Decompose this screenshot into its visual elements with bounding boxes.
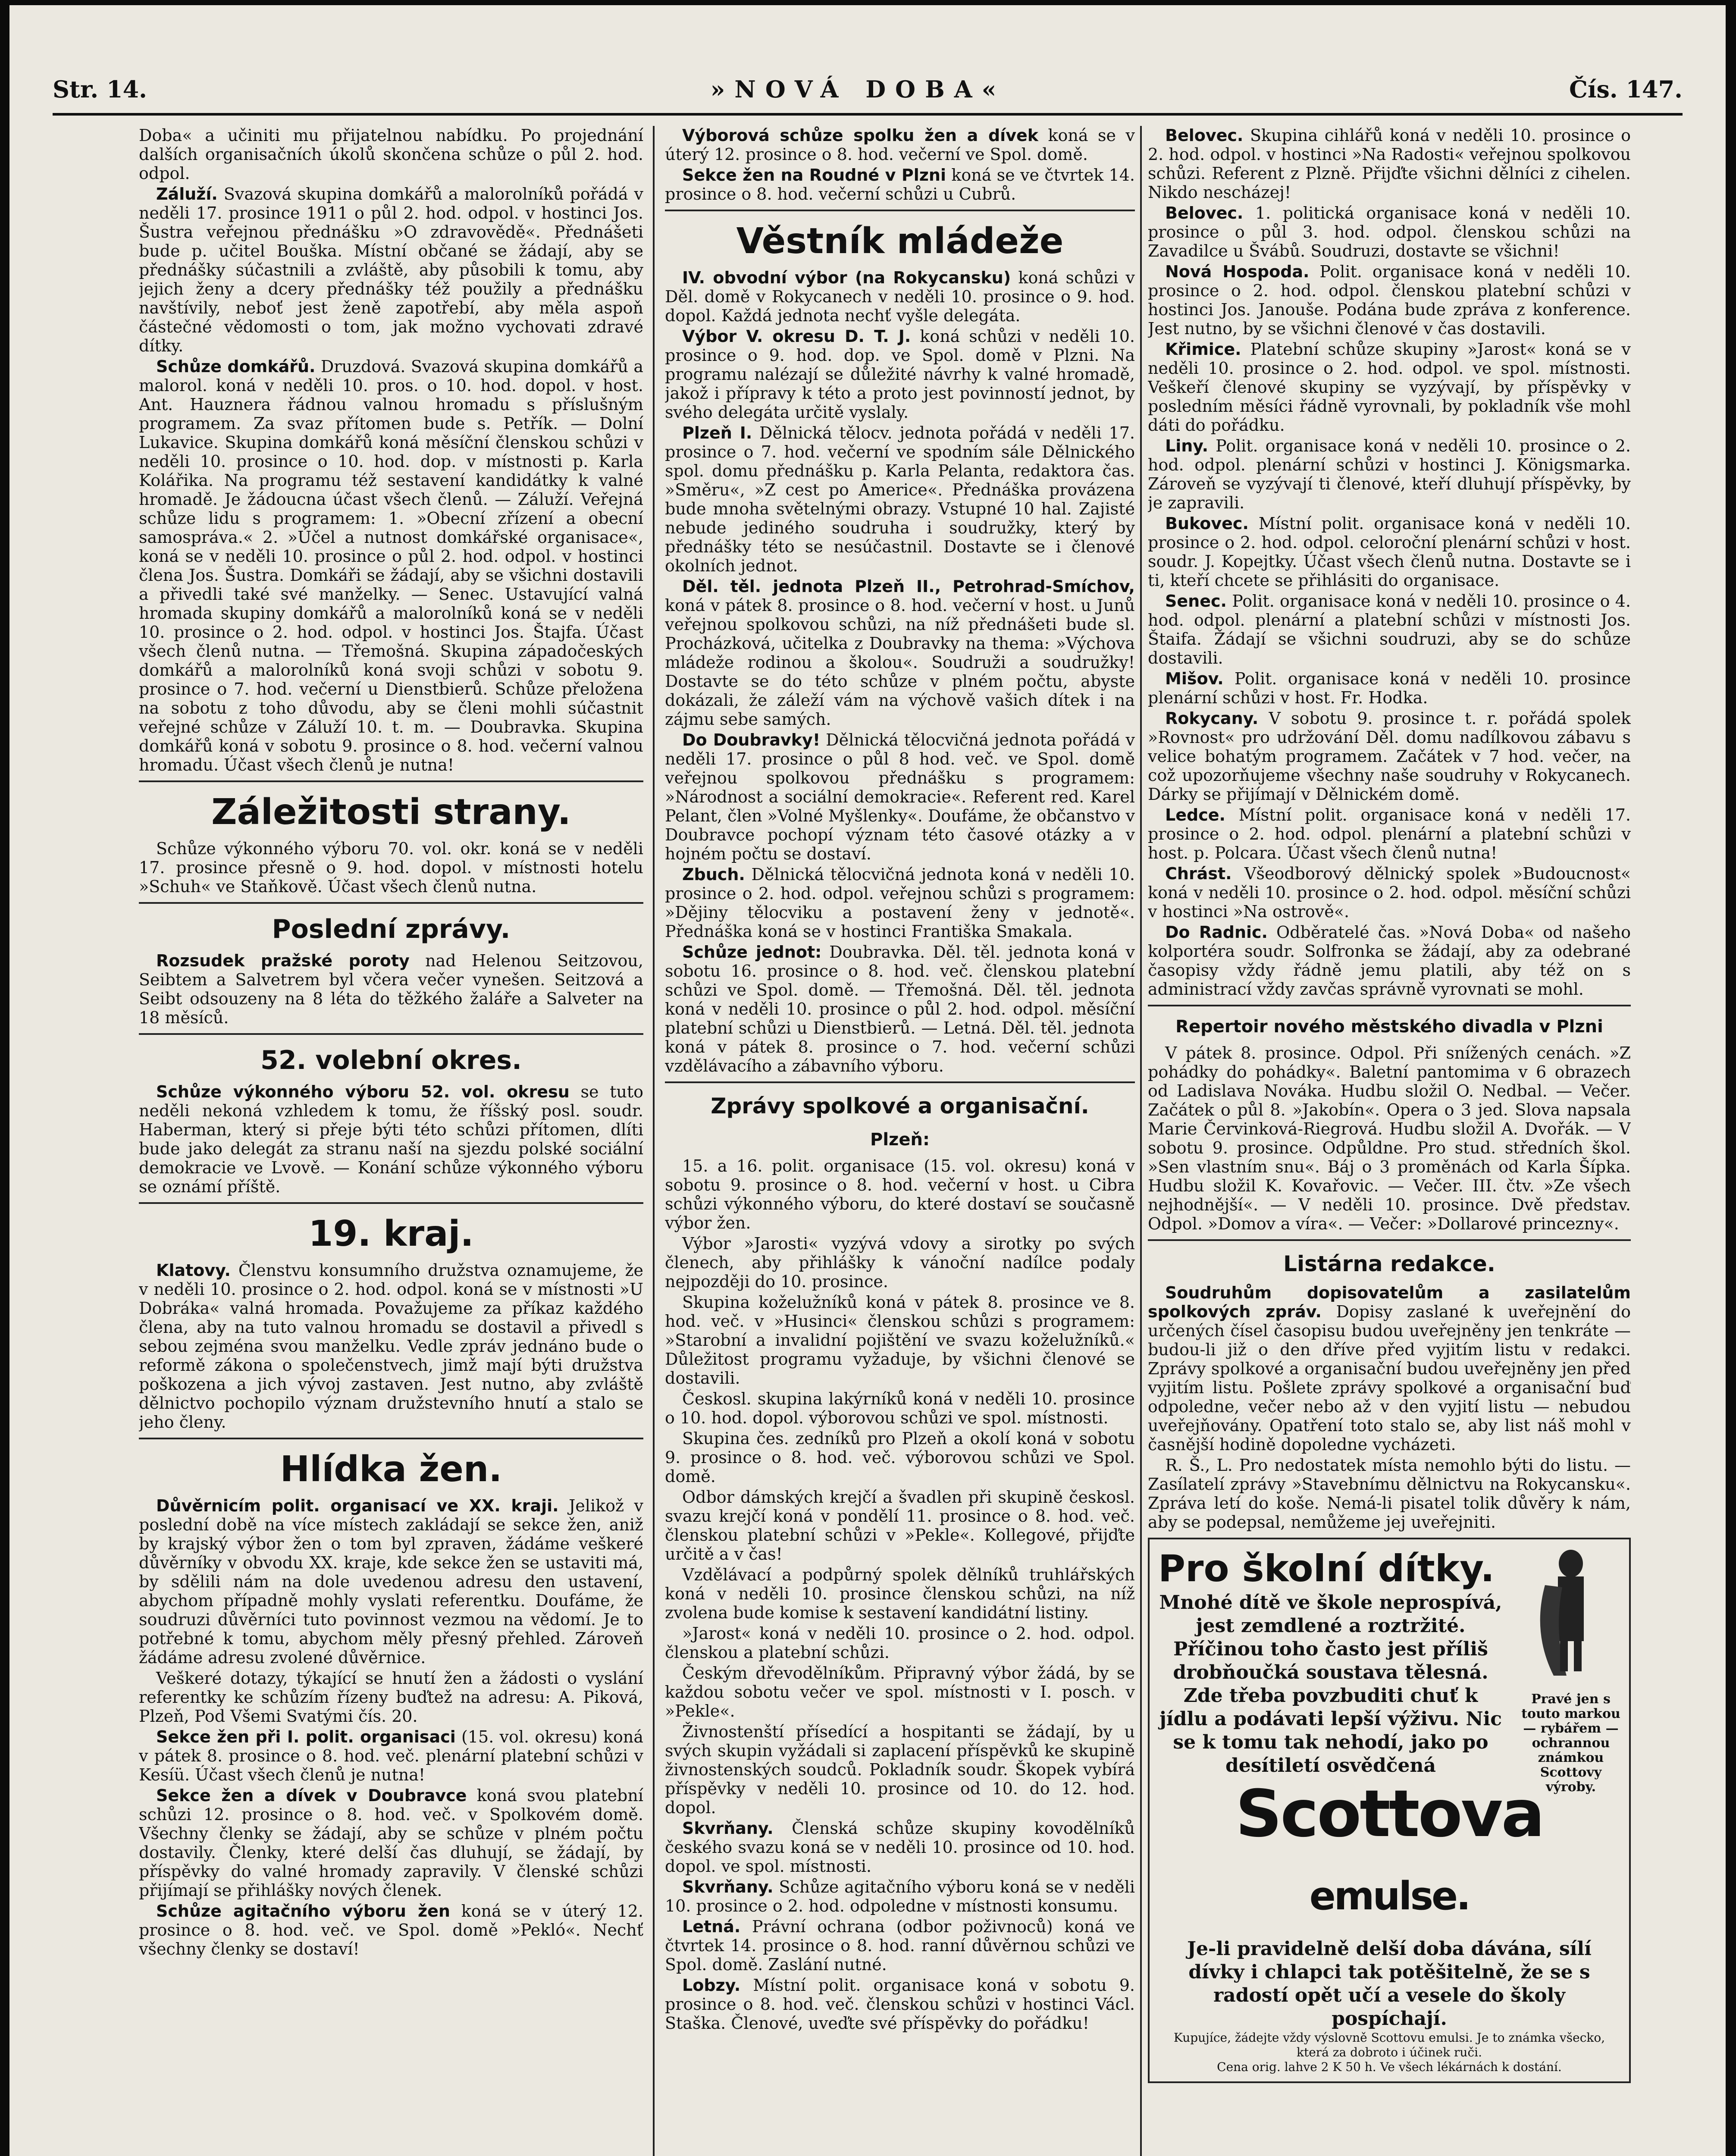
paragraph-text: Druzdová. Svazová skupina domkářů a malorol. koná v neděli 10. pros. o 10. hod. dopol. v host. Ant. Hauznera řádnou valnou hromadu s příslušným programem. Za svaz přítomen bude s. Petřík. — Dolní Lukavice. Skupina domkářů koná měsíční členskou schůzi v neděli 10. prosince o 10. hod. dop. v místnosti p. Karla Kolářika. Na programu též sestavení kandidátky k valné hromadě. Je žádoucna účast všech členů. — Záluží. Veřejná schůze lidu s programem: 1. »Obecní zřízení a obecní samospráva.« 2. »Účel a nutnost domkářské organisace«, koná se v neděli 10. prosince o půl 2. hod. odpol. v hostinci člena Jos. Šustra. Domkáři se žádají, aby se všichni dostavili a přivedli také své manželky. — Senec. Ustavující valná hromada skupiny domkářů a malorolníků koná se v neděli 10. prosince o 2. hod. odpol. v hostinci Jos. Štajfa. Účast všech členů nutna. — Třemošná. Skupina západočeských domkářů a malorolníků koná svoji schůzi v sobotu 9. prosince o 7. hod. večerní u Dienstbierů. Schůze přeložena na sobotu z toho důvodu, aby se členi mohli súčastnit veřejné schůze v Záluží 10. t. m. — Doubravka. Skupina domkářů koná v sobotu 9. prosince o 8. hod. večerní valnou hromadu. Účast všech členů je nutna! bbox=[139, 357, 643, 774]
paragraph bbox=[665, 577, 1135, 729]
paragraph-heading: Klatovy. bbox=[156, 1261, 231, 1280]
paragraph: Českosl. skupina lakýrníků koná v neděli 10. prosince o 10. hod. dopol. výborovou schůzi ve spol. místnosti. bbox=[665, 1389, 1135, 1427]
paragraph-text: Platební schůze skupiny »Jarost« koná se v neděli 10. prosince o 2. hod. odpol. ve spol. místnosti. Veškeří členové skupiny se vyzývají, by příspěvky v posledním měsíci řádně vyrovnali, by pokladník vše mohl dáti do pořádku. bbox=[1148, 340, 1631, 435]
column-3 bbox=[1148, 126, 1631, 2156]
paragraph-text: Polit. organisace koná v neděli 10. prosince o 4. hod. odpol. plenární a platební schůzi v místnosti Jos. Štaifa. Žádají se všichni soudruzi, aby se do schůze dostavili. bbox=[1148, 592, 1631, 667]
paragraph bbox=[665, 1917, 1135, 1974]
paragraph bbox=[1148, 262, 1631, 338]
paragraph bbox=[1148, 126, 1631, 202]
paragraph-text: Místní polit. organisace koná v sobotu 9. prosince o 8. hod. več. členskou schůzi v hostinci Václ. Staška. Členové, uveďte své příspěvky do pořádku! bbox=[665, 1976, 1135, 2033]
paragraph bbox=[139, 951, 643, 1027]
brand-product: emulse. bbox=[1309, 1874, 1470, 1919]
paragraph: V pátek 8. prosince. Odpol. Při snížených cenách. »Z pohádky do pohádky«. Baletní pantomima v 6 obrazech od Ladislava Nováka. Hudbu složil O. Nedbal. — Večer. Začátek o půl 8. »Jakobín«. Opera o 3 jed. Slova napsala Marie Červinková-Riegrová. Hudbu složil A. Dvořák. — V sobotu 9. prosince. Odpůldne. Pro stud. středních škol. »Sen vlastním snu«. Báj o 3 proměnách od Karla Šípka. Hudbu složil K. Kovařovic. — Večer. III. čtv. »Ze všech nejhodnější«. — V neděli 10. prosince. Dvě představ. Odpol. »Domov a víra«. — Večer: »Dollarové princezny«. bbox=[1148, 1044, 1631, 1233]
paragraph: »Jarost« koná v neděli 10. prosince o 2. hod. odpol. členskou a platební schůzi. bbox=[665, 1624, 1135, 1662]
paragraph bbox=[1148, 204, 1631, 260]
paragraph bbox=[1148, 514, 1631, 590]
paragraph bbox=[1148, 923, 1631, 999]
column-divider bbox=[653, 126, 655, 2156]
column-1 bbox=[139, 126, 643, 2156]
paragraph-heading: Ledce. bbox=[1165, 805, 1225, 824]
paragraph-text: Polit. organisace koná v neděli 10. prosince o 2. hod. odpol. členskou platební schůzi v hostinci Jos. Janouše. Podána bude zpráva z konference. Jest nutno, by se všichni členové v čas dostavili. bbox=[1148, 262, 1631, 338]
paragraph bbox=[1148, 340, 1631, 435]
paragraph: Skupina koželužníků koná v pátek 8. prosince ve 8. hod. več. v »Husinci« členskou schůzi s programem: »Starobní a invalidní pojištění ve svazu koželužníků.« Důležitost programu vyžaduje, by všichni členové se dostavili. bbox=[665, 1293, 1135, 1388]
paragraph-heading: Nová Hospoda. bbox=[1165, 262, 1310, 281]
paragraph bbox=[665, 1877, 1135, 1915]
paragraph-heading: Sekce žen při I. polit. organisaci bbox=[156, 1727, 456, 1746]
paragraph-text: Dopisy zaslané k uveřejnění do určených čísel časopisu budou uveřejněny jen tenkráte — budou-li již o den dříve před vyjitím listu v redakci. Zprávy spolkové a organisační budou uveřejněny jen před vyjitím listu. Pošlete zprávy spolkové a organisační buď odpoledne, večer nebo až v den vyjití listu — nebudou uveřejňovány. Opatření toto stalo se, aby list náš mohl v časnější hodině dopoledne vycházeti. bbox=[1148, 1302, 1631, 1454]
ad-footer: Je-li pravidelně delší doba dávána, sílí dívky i chlapci tak potěšitelně, že se s radostí opět učí a vesele do školy pospíchají. bbox=[1187, 1938, 1592, 2030]
paragraph-heading: Do Doubravky! bbox=[682, 730, 821, 749]
paragraph bbox=[1148, 709, 1631, 804]
ad-brand bbox=[1158, 1777, 1620, 1933]
section-title: 52. volební okres. bbox=[260, 1045, 522, 1075]
ad-headline: Pro školní dítky. bbox=[1158, 1547, 1495, 1590]
section-title: Věstník mládeže bbox=[736, 221, 1064, 262]
page-header bbox=[53, 70, 1683, 109]
paragraph-heading: Belovec. bbox=[1165, 204, 1244, 222]
paragraph: R. Š., L. Pro nedostatek místa nemohlo býti do listu. — Zasílatelí zprávy »Stavebnímu dělnictvu na Rokycansku«. Zpráva letí do koše. Nemá-li pisatel tolik důvěry k nám, aby se podepsal, nemůžeme jej uveřejniti. bbox=[1148, 1456, 1631, 1532]
section-rule bbox=[139, 780, 643, 782]
paragraph-text: nad Helenou Seitzovou, Seibtem a Salvetrem byl včera večer vynešen. Seitzová a Seibt odsouzeny na 8 léta do těžkého žaláře a Salveter na 18 měsíců. bbox=[139, 951, 643, 1027]
section-rule bbox=[139, 1033, 643, 1035]
paragraph-heading: Rokycany. bbox=[1165, 709, 1259, 728]
paragraph-text: Členstvu konsumního družstva oznamujeme, že v neděli 10. prosince o 2. hod. odpol. koná se v místnosti »U Dobráka« valná hromada. Považujeme za příkaz každého člena, aby na tuto valnou hromadu se dostavil a přivedl s sebou zejména svou manželku. Vedle zpráv jednáno bude o reformě zákona o společenstvech, jimž mají býti družstva poškozena a jich vývoj zastaven. Jest nutno, aby zvláště dělnictvo pochopilo význam družstevního hnutí a stalo se jeho členy. bbox=[139, 1261, 643, 1432]
paragraph-heading: Letná. bbox=[682, 1917, 741, 1936]
paragraph bbox=[665, 1819, 1135, 1876]
paragraph-heading: Výbor V. okresu D. T. J. bbox=[682, 327, 911, 346]
section-rule bbox=[1148, 1239, 1631, 1241]
paragraph-text: Místní polit. organisace koná v neděli 10. prosince o 2. hod. odpol. celoroční plenární schůzi v host. soudr. J. Kopejtky. Účast všech členů nutna. Dostavte se i ti, kteří chcete se přihlásiti do organisace. bbox=[1148, 514, 1631, 590]
scotts-emulsion-ad bbox=[1148, 1538, 1631, 2083]
paragraph: Českým dřevodělníkům. Připravný výbor žádá, by se každou sobotu večer ve spol. místnosti v I. posch. v »Pekle«. bbox=[665, 1664, 1135, 1720]
paragraph bbox=[665, 865, 1135, 941]
paragraph-heading: Důvěrnicím polit. organisací ve XX. kraji. bbox=[156, 1496, 559, 1515]
paragraph-text: Místní polit. organisace koná v neděli 17. prosince o 2. hod. odpol. plenární a platební schůzi v host. p. Polcara. Účast všech členů nutna! bbox=[1148, 805, 1631, 862]
paragraph-text: Schůze agitačního výboru koná se v neděli 10. prosince o 2. hod. odpoledne v místnosti konsumu. bbox=[665, 1877, 1135, 1915]
header-rule bbox=[53, 113, 1683, 116]
paragraph-text: Členská schůze skupiny kovodělníků českého svazu koná se v neděli 10. prosince od 10. hod. dopol. ve spol. místnosti. bbox=[665, 1819, 1135, 1876]
paragraph: Odbor dámských krejčí a švadlen při skupině českosl. svazu krejčí koná v pondělí 11. prosince o 8. hod. več. členskou platební schůzi v »Pekle«. Kollegové, přijďte určitě a v čas! bbox=[665, 1488, 1135, 1564]
paragraph-heading: Rozsudek pražské poroty bbox=[156, 951, 410, 970]
paragraph-heading: Zbuch. bbox=[682, 865, 745, 884]
section-title: Hlídka žen. bbox=[280, 1449, 502, 1490]
section-rule bbox=[1148, 1005, 1631, 1006]
section-rule bbox=[139, 1438, 643, 1439]
paragraph-text: koná schůzi v neděli 10. prosince o 9. hod. dop. ve Spol. domě v Plzni. Na programu nalézají se důležité návrhy k valné hromadě, jakož i přípravy k této a proto jest povinností jednot, by svého delegáta určitě vyslaly. bbox=[665, 327, 1135, 422]
paragraph-text: koná se v úterý 12. prosince o 8. hod. večerní ve Spol. domě. bbox=[665, 126, 1135, 164]
paragraph-heading: Belovec. bbox=[1165, 126, 1244, 145]
section-title: Listárna redakce. bbox=[1283, 1251, 1495, 1276]
paragraph: Schůze výkonného výboru 70. vol. okr. koná se v neděli 17. prosince přesně o 9. hod. dopol. v místnosti hotelu »Schuh« ve Staňkově. Účast všech členů nutna. bbox=[139, 839, 643, 896]
paragraph: Veškeré dotazy, týkající se hnutí žen a žádosti o vyslání referentky ke schůzím řízeny buďtež na adresu: A. Piková, Plzeň, Pod Všemi Svatými čís. 20. bbox=[139, 1669, 643, 1726]
issue-number: Čís. 147. bbox=[1569, 75, 1683, 103]
paragraph-heading: Schůze domkářů. bbox=[156, 357, 316, 376]
paragraph-heading: Křimice. bbox=[1165, 340, 1241, 359]
paragraph bbox=[139, 1786, 643, 1900]
paragraph-heading: Skvrňany. bbox=[682, 1877, 774, 1896]
paragraph-text: Dělnická tělocvičná jednota koná v neděli 10. prosince o 2. hod. odpol. veřejnou schůzi s programem: »Dějiny tělocviku a postavení ženy v jednotě«. Přednáška koná se v hostinci Františka Smakala. bbox=[665, 865, 1135, 941]
paragraph bbox=[665, 943, 1135, 1075]
paragraph-text: koná se ve čtvrtek 14. prosince o 8. hod. večerní schůzi u Cubrů. bbox=[665, 166, 1135, 204]
paragraph-heading: Výborová schůze spolku žen a dívek bbox=[682, 126, 1039, 145]
paragraph-heading: Bukovec. bbox=[1165, 514, 1249, 533]
paragraph-heading: Sekce žen a dívek v Doubravce bbox=[156, 1786, 467, 1805]
ad-note: Kupujíce, žádejte vždy výslovně Scottovu emulsi. Je to známka všecko, která za dobroto i účinek ruči. bbox=[1173, 2031, 1605, 2059]
paragraph bbox=[1148, 592, 1631, 667]
paragraph-text: Právní ochrana (odbor poživnoců) koná ve čtvrtek 14. prosince o 8. hod. ranní důvěrnou schůzi ve Spol. domě. Zaslání nutné. bbox=[665, 1917, 1135, 1974]
paragraph-text: Odběratelé čas. »Nová Doba« od našeho kolportéra soudr. Solfronka se žádají, aby za odebrané časopisy vždy řádně jemu platili, aby též on s administrací vždy zavčas správně vyrovnati se mohl. bbox=[1148, 923, 1631, 999]
section-title: Poslední zprávy. bbox=[272, 914, 511, 944]
paragraph-text: Polit. organisace koná v neděli 10. prosince o 2. hod. odpol. plenární schůzi v hostinci J. Königsmarka. Zároveň se vyzývají ti členové, kteří dluhují příspěvky, by je zapravili. bbox=[1148, 436, 1631, 512]
paragraph-text: (15. vol. okresu) koná v pátek 8. prosince o 8. hod. več. plenární platební schůzi v Kesíü. Účast všech členů je nutna! bbox=[139, 1727, 643, 1784]
paragraph-text: V sobotu 9. prosince t. r. pořádá spolek »Rovnost« pro udržování Děl. domu nadílkovou zábavu s velice bohatým programem. Začátek v 7 hod. večer, na což upozorňujeme všechny naše soudruhy v Rokycanech. Dárky se přijímají v Dělnickém domě. bbox=[1148, 709, 1631, 804]
page-number: Str. 14. bbox=[53, 75, 147, 103]
section-rule bbox=[665, 210, 1135, 211]
section-title: 19. kraj. bbox=[308, 1213, 474, 1254]
paragraph-heading: Schůze jednot: bbox=[682, 943, 822, 962]
paragraph: Doba« a učiniti mu přijatelnou nabídku. Po projednání dalších organisačních úkolů skončena schůze o půl 2. hod. odpol. bbox=[139, 126, 643, 183]
paragraph bbox=[139, 357, 643, 774]
paragraph bbox=[665, 268, 1135, 325]
paragraph-heading: Plzeň I. bbox=[682, 423, 752, 442]
paragraph-text: 1. politická organisace koná v neděli 10. prosince o půl 3. hod. odpol. členskou schůzi na Zavadilce u Švábů. Soudruzi, dostavte se všichni! bbox=[1148, 204, 1631, 260]
fisherman-icon bbox=[1528, 1546, 1614, 1689]
paragraph-text: koná se v úterý 12. prosince o 8. hod. več. ve Spol. domě »Pekló«. Nechť všechny členky se dostaví! bbox=[139, 1902, 643, 1959]
paragraph bbox=[665, 423, 1135, 575]
brand-name: Scottova bbox=[1235, 1777, 1543, 1852]
paragraph-heading: Sekce žen na Roudné v Plzni bbox=[682, 166, 946, 185]
paragraph-heading: IV. obvodní výbor (na Rokycansku) bbox=[682, 268, 1011, 287]
paragraph-text: Dělnická tělocv. jednota pořádá v neděli 17. prosince o 7. hod. večerní ve spodním sále Dělnického spol. domu přednášku p. Karla Pelanta, redaktora čas. »Směru«, »Z cest po Americe«. Přednáška provázena bude mnoha světelnými obrazy. Vstupné 10 hal. Zajisté nebude jediného soudruha i soudružky, který by přednášky této se nesúčastnil. Dostavte se i členové okolních jednot. bbox=[665, 423, 1135, 575]
section-rule bbox=[139, 1202, 643, 1204]
section-title: Zprávy spolkové a organisační. bbox=[711, 1094, 1089, 1119]
paragraph-text: Jelikož v poslední době na více místech zakládají se sekce žen, aniž by krajský výbor žen o tom byl zpraven, žádáme veškeré důvěrníky v obvodu XX. kraje, kde sekce žen se ustaviti má, by sdělili nám na dole uvedenou adresu den ustavení, abychom případně mohly vyslati referentku. Doufáme, že soudruzi důvěrníci tuto povinnost vezmou na vědomí. Je to potřebné k tomu, abychom měly přesný přehled. Zároveň žádáme adresu zvolené důvěrnice. bbox=[139, 1496, 643, 1667]
paragraph bbox=[1148, 1283, 1631, 1454]
ad-body: Mnohé dítě ve škole neprospívá, jest zemdlené a roztržité. Příčinou toho často jest příliš drobňoučká soustava tělesná. Zde třeba povzbuditi chuť k jídlu a podávati lepší výživu. Nic se k tomu tak nehodí, jako po desítiletí osvědčená bbox=[1159, 1592, 1502, 1777]
paragraph-text: Skupina cihlářů koná v neděli 10. prosince o 2. hod. odpol. v hostinci »Na Radosti« veřejnou spolkovou schůzi. Referent z Plzně. Přijďte všichni dělníci z cihelen. Nikdo nescházej! bbox=[1148, 126, 1631, 202]
paragraph-heading: Záluží. bbox=[156, 185, 218, 204]
fisherman-trademark bbox=[1521, 1546, 1620, 1795]
paragraph-heading: Lobzy. bbox=[682, 1976, 741, 1995]
paragraph: Vzdělávací a podpůrný spolek dělníků truhlářských koná v neděli 10. prosince členskou schůzi, na níž zvolena bude komise k sestavení kandidátní listiny. bbox=[665, 1565, 1135, 1622]
paragraph: Živnostenští přísedící a hospitanti se žádají, by u svých skupin vyžádali si zaplacení příspěvků ke skupině živnostenských soudců. Pokladník soudr. Škopek vybírá příspěvky v neděli 10. prosince od 10. do 12. hod. dopol. bbox=[665, 1722, 1135, 1817]
paragraph-text: Polit. organisace koná v neděli 10. prosince plenární schůzi v host. Fr. Hodka. bbox=[1148, 669, 1631, 707]
paragraph bbox=[139, 1902, 643, 1959]
paragraph bbox=[1148, 669, 1631, 707]
paragraph bbox=[665, 730, 1135, 863]
section-title: Repertoir nového městského divadla v Plzni bbox=[1175, 1017, 1603, 1037]
paragraph-heading: Děl. těl. jednota Plzeň II., Petrohrad-Smíchov, bbox=[682, 577, 1135, 596]
paragraph-heading: Mišov. bbox=[1165, 669, 1224, 688]
paragraph-text: Všeodborový dělnický spolek »Budoucnost« koná v neděli 10. prosince o 2. hod. odpol. měsíční schůzi v hostinci »Na ostrově«. bbox=[1148, 864, 1631, 921]
paragraph bbox=[139, 185, 643, 355]
paragraph-heading: Do Radnic. bbox=[1165, 923, 1268, 942]
paragraph-text: koná v pátek 8. prosince o 8. hod. večerní v host. u Junů veřejnou spolkovou schůzi, na níž přednášeti bude sl. Procházková, učitelka z Doubravky na thema: »Výchova mládeže rodinou a školou«. Soudruži a soudružky! Dostavte se do této schůze v plném počtu, abyste dokázali, že záleží vám na výchově vašich dítek i na zájmu sebe samých. bbox=[665, 596, 1135, 729]
paragraph-text: Svazová skupina domkářů a malorolníků pořádá v neděli 17. prosince 1911 o půl 2. hod. odpol. v hostinci Jos. Šustra veřejnou přednášku »O zdravovědě«. Přednášeti bude p. učitel Bouška. Místní občané se žádají, aby se přednášky súčastnili a zvláště, aby působili k tomu, aby jejich ženy a dcery přednášky též použily a přednášku navštívily, neboť jest ženě zapotřebí, aby měla aspoň částečné vědomosti o tom, jak možno vychovati zdravé dítky. bbox=[139, 185, 643, 355]
paragraph-text: koná svou platební schůzi 12. prosince o 8. hod. več. v Spolkovém domě. Všechny členky se žádají, aby se schůze v plném počtu dostavily. Členky, které delší čas dluhují, se žádají, by příspěvky do valné hromady zapravily. V členské schůzi přijímají se přihlášky nových členek. bbox=[139, 1786, 643, 1900]
paragraph-heading: Skvrňany. bbox=[682, 1819, 774, 1838]
paragraph bbox=[139, 1261, 643, 1432]
section-rule bbox=[139, 902, 643, 904]
ad-price: Cena orig. lahve 2 K 50 h. Ve všech lékárnách k dostání. bbox=[1217, 2060, 1562, 2074]
paragraph bbox=[1148, 805, 1631, 862]
paragraph-text: Dělnická tělocvičná jednota pořádá v neděli 17. prosince o půl 8 hod. več. ve Spol. domě veřejnou spolkovou přednášku s programem: »Národnost a sociální demokracie«. Referent red. Karel Pelant, člen »Volné Myšlenky«. Doufáme, že občanstvo v Doubravce pochopí význam této časové otázky a v hojném počtu se dostaví. bbox=[665, 730, 1135, 863]
paragraph-text: Doubravka. Děl. těl. jednota koná v sobotu 16. prosince o 8. hod. več. členskou platební schůzi ve Spol. domě. — Třemošná. Děl. těl. jednota koná v neděli 10. prosince o půl 2. hod. odpol. měsíční platební schůzi u Dienstbierů. — Letná. Děl. těl. jednota koná v pátek 8. prosince o 7. hod. večerní schůzi vzdělávacího a zábavního výboru. bbox=[665, 943, 1135, 1075]
paragraph-heading: Chrást. bbox=[1165, 864, 1232, 883]
paragraph-text: se tuto neděli nekoná vzhledem k tomu, že říšský posl. soudr. Haberman, který si přeje býti této schůzi přítomen, dlíti bude jako delegát za stranu naší na sjezdu polské sociální demokracie ve Lvově. — Konání schůze výkonného výboru se oznámí příště. bbox=[139, 1082, 643, 1196]
paragraph bbox=[1148, 436, 1631, 512]
paragraph bbox=[139, 1496, 643, 1667]
paragraph bbox=[139, 1727, 643, 1784]
section-title: Záležitosti strany. bbox=[211, 792, 571, 833]
section-rule bbox=[665, 1081, 1135, 1083]
paragraph: Skupina čes. zedníků pro Plzeň a okolí koná v sobotu 9. prosince o 8. hod. več. výborovou schůzi ve Spol. domě. bbox=[665, 1429, 1135, 1486]
paragraph bbox=[1148, 864, 1631, 921]
paragraph bbox=[665, 126, 1135, 164]
paragraph bbox=[665, 166, 1135, 204]
paragraph: 15. a 16. polit. organisace (15. vol. okresu) koná v sobotu 9. prosince o 8. hod. večerní v host. u Cibra schůzi výkonného výboru, do které dostaví se současně výbor žen. bbox=[665, 1156, 1135, 1232]
paragraph-heading: Senec. bbox=[1165, 592, 1227, 611]
paragraph-heading: Schůze výkonného výboru 52. vol. okresu bbox=[156, 1082, 570, 1101]
paragraph bbox=[665, 327, 1135, 422]
paragraph bbox=[665, 1976, 1135, 2033]
paragraph bbox=[139, 1082, 643, 1196]
newspaper-page bbox=[9, 5, 1726, 2156]
paragraph: Výbor »Jarosti« vyzývá vdovy a sirotky po svých členech, aby přihlášky k vánoční nadílce podaly nejpozději do 10. prosince. bbox=[665, 1234, 1135, 1291]
column-divider bbox=[1140, 126, 1142, 2156]
paragraph-heading: Schůze agitačního výboru žen bbox=[156, 1902, 450, 1921]
masthead-title: »NOVÁ DOBA« bbox=[710, 75, 1006, 103]
paragraph-heading: Liny. bbox=[1165, 436, 1209, 455]
paragraph-heading: Soudruhům dopisovatelům a zasilatelům spolkových zpráv. bbox=[1148, 1283, 1631, 1321]
trademark-caption: Pravé jen s touto markou — rybářem — ochrannou známkou Scottovy výroby. bbox=[1521, 1692, 1620, 1795]
column-2 bbox=[665, 126, 1135, 2156]
subsection-title: Plzeň: bbox=[870, 1130, 930, 1150]
paragraph-text: koná schůzi v Děl. domě v Rokycanech v neděli 10. prosince o 9. hod. dopol. Každá jednota nechť vyšle delegáta. bbox=[665, 268, 1135, 325]
